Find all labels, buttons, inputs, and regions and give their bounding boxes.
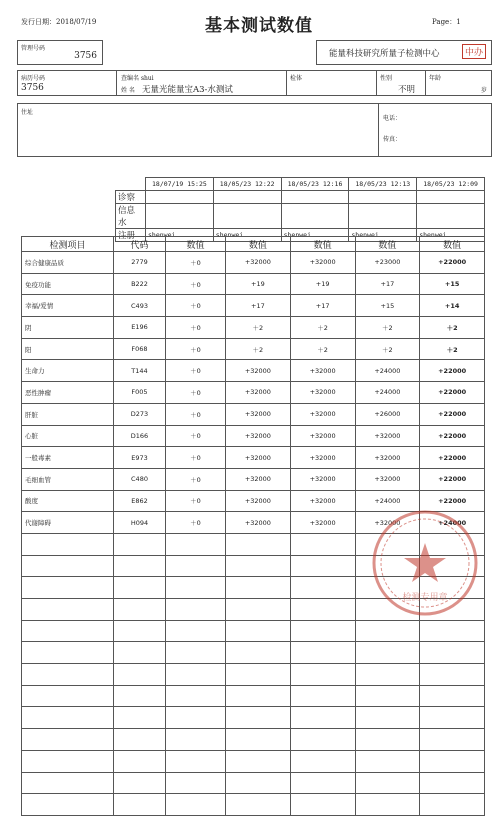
- patient-id-label: [121, 73, 154, 82]
- visit-timestamp: 18/05/23 12:13: [349, 178, 417, 191]
- header-value: 数值: [355, 237, 420, 252]
- visit-registrant: shenwei: [281, 229, 349, 242]
- empty-cell: [114, 620, 166, 642]
- test-item-name: 幸福/爱情: [22, 295, 114, 317]
- test-value: +24000: [420, 512, 485, 534]
- empty-cell: [166, 707, 226, 729]
- record-number-label: 病历号码: [21, 75, 46, 82]
- empty-cell: [226, 620, 291, 642]
- test-value: +22000: [420, 490, 485, 512]
- test-item-name: 一般毒素: [22, 447, 114, 469]
- empty-cell: [114, 599, 166, 621]
- age-unit: 岁: [480, 87, 487, 94]
- test-item-code: F005: [114, 382, 166, 404]
- record-number-value: 3756: [21, 83, 44, 93]
- test-item-code: H094: [114, 512, 166, 534]
- test-value: +32000: [290, 252, 355, 274]
- empty-cell: [114, 555, 166, 577]
- test-value: +24000: [355, 360, 420, 382]
- test-item-name: 阳: [22, 338, 114, 360]
- empty-row: [22, 794, 485, 816]
- institute-name: 能量科技研究所量子检测中心: [329, 49, 440, 59]
- test-value: +23000: [355, 252, 420, 274]
- empty-cell: [226, 729, 291, 751]
- empty-cell: [114, 794, 166, 816]
- empty-row: [22, 642, 485, 664]
- empty-cell: [114, 577, 166, 599]
- empty-cell: [290, 772, 355, 794]
- test-item-code: D166: [114, 425, 166, 447]
- test-value: ＋2: [226, 317, 291, 339]
- visit-history-table: [115, 177, 485, 242]
- visit-timestamp: 18/05/23 12:09: [417, 178, 485, 191]
- empty-cell: [420, 620, 485, 642]
- empty-cell: [420, 642, 485, 664]
- admin-number-value: 3756: [74, 51, 97, 61]
- test-value: +14: [420, 295, 485, 317]
- test-value: ＋2: [226, 338, 291, 360]
- patient-name-value: 无量光能量宝A3-水测试: [142, 85, 233, 95]
- fax-label: 传真：: [383, 136, 402, 143]
- official-seal: [370, 508, 480, 618]
- patient-id-prefix: 查编名: [121, 75, 140, 82]
- visit-timestamp-row: [116, 178, 485, 191]
- test-value: ＋0: [166, 468, 226, 490]
- test-value: +32000: [226, 403, 291, 425]
- empty-cell: [226, 794, 291, 816]
- header-code: 代码: [114, 237, 166, 252]
- visit-registrant: shenwei: [349, 229, 417, 242]
- test-value: +32000: [290, 512, 355, 534]
- phone-label: 电话：: [383, 115, 402, 122]
- page-title: 基本测试数值: [205, 16, 313, 36]
- institute-box: [316, 40, 492, 65]
- address-box: [17, 103, 492, 157]
- empty-cell: [114, 685, 166, 707]
- empty-cell: [420, 794, 485, 816]
- empty-cell: [114, 664, 166, 686]
- test-value: +32000: [226, 252, 291, 274]
- test-value: +24000: [355, 382, 420, 404]
- empty-cell: [22, 772, 114, 794]
- test-value: +22000: [420, 447, 485, 469]
- visit-registrant: shenwei: [146, 229, 214, 242]
- empty-cell: [114, 707, 166, 729]
- empty-cell: [420, 685, 485, 707]
- issue-date-label: 发行日期：: [21, 18, 56, 26]
- test-value: +19: [290, 273, 355, 295]
- test-value: +32000: [290, 447, 355, 469]
- sex-label: 性别: [380, 75, 393, 82]
- empty-cell: [226, 707, 291, 729]
- test-value: +22000: [420, 425, 485, 447]
- test-value: ＋0: [166, 252, 226, 274]
- test-item-code: C480: [114, 468, 166, 490]
- empty-cell: [22, 750, 114, 772]
- empty-cell: [355, 664, 420, 686]
- admin-number-box: [17, 40, 103, 65]
- test-value: +32000: [226, 468, 291, 490]
- test-value: +32000: [355, 512, 420, 534]
- empty-cell: [166, 533, 226, 555]
- empty-cell: [290, 729, 355, 751]
- test-item-code: C493: [114, 295, 166, 317]
- empty-cell: [226, 533, 291, 555]
- empty-cell: [355, 772, 420, 794]
- visit-timestamp: 18/07/19 15:25: [146, 178, 214, 191]
- empty-cell: [226, 577, 291, 599]
- test-item-code: D273: [114, 403, 166, 425]
- test-value: +22000: [420, 252, 485, 274]
- empty-cell: [166, 555, 226, 577]
- test-value: +17: [355, 273, 420, 295]
- empty-cell: [290, 577, 355, 599]
- test-item-name: 综合健康品质: [22, 252, 114, 274]
- table-row: [22, 468, 485, 490]
- empty-cell: [226, 555, 291, 577]
- empty-cell: [166, 685, 226, 707]
- test-item-name: 生命力: [22, 360, 114, 382]
- test-value: ＋0: [166, 512, 226, 534]
- empty-cell: [290, 707, 355, 729]
- visit-row-label: 信息水: [116, 204, 146, 229]
- test-value: +32000: [226, 490, 291, 512]
- test-value: +32000: [290, 403, 355, 425]
- header-value: 数值: [166, 237, 226, 252]
- empty-cell: [290, 533, 355, 555]
- test-value: ＋0: [166, 490, 226, 512]
- visit-timestamp: 18/05/23 12:22: [213, 178, 281, 191]
- empty-cell: [355, 685, 420, 707]
- empty-row: [22, 750, 485, 772]
- visit-registrant: shenwei: [213, 229, 281, 242]
- patient-info-box: [17, 70, 492, 96]
- visit-exam-row: [116, 191, 485, 204]
- empty-cell: [166, 794, 226, 816]
- visit-row-label: 诊察: [116, 191, 146, 204]
- issue-date: [21, 17, 96, 27]
- empty-row: [22, 707, 485, 729]
- test-item-code: B222: [114, 273, 166, 295]
- empty-cell: [22, 707, 114, 729]
- institute-stamp: 中办: [462, 44, 486, 59]
- empty-cell: [355, 620, 420, 642]
- empty-cell: [420, 772, 485, 794]
- test-value: +32000: [355, 468, 420, 490]
- issue-date-value: 2018/07/19: [56, 18, 97, 26]
- table-row: [22, 447, 485, 469]
- empty-cell: [22, 620, 114, 642]
- test-value: +17: [290, 295, 355, 317]
- table-row: [22, 252, 485, 274]
- age-label: 年龄: [429, 75, 442, 82]
- table-row: [22, 403, 485, 425]
- empty-cell: [114, 642, 166, 664]
- test-item-code: 2779: [114, 252, 166, 274]
- empty-cell: [166, 750, 226, 772]
- empty-cell: [22, 642, 114, 664]
- empty-cell: [22, 685, 114, 707]
- empty-cell: [290, 664, 355, 686]
- test-value: ＋0: [166, 317, 226, 339]
- table-row: [22, 317, 485, 339]
- test-item-code: E973: [114, 447, 166, 469]
- sample-label: 检体: [290, 75, 303, 82]
- test-value: +32000: [226, 425, 291, 447]
- empty-cell: [166, 599, 226, 621]
- empty-cell: [114, 750, 166, 772]
- test-value: +32000: [226, 512, 291, 534]
- table-row: [22, 295, 485, 317]
- test-value: +17: [226, 295, 291, 317]
- empty-row: [22, 772, 485, 794]
- empty-cell: [355, 750, 420, 772]
- test-value: +26000: [355, 403, 420, 425]
- test-value: ＋0: [166, 360, 226, 382]
- test-value: +32000: [290, 360, 355, 382]
- visit-row-label: 注册: [116, 229, 146, 242]
- test-value: +32000: [355, 447, 420, 469]
- test-value: +22000: [420, 360, 485, 382]
- empty-cell: [166, 620, 226, 642]
- page-label: Page：: [432, 18, 457, 26]
- patient-name-label: 姓 名: [121, 87, 135, 94]
- test-value: +32000: [226, 360, 291, 382]
- test-value: +19: [226, 273, 291, 295]
- test-value: ＋2: [420, 317, 485, 339]
- test-value: +22000: [420, 468, 485, 490]
- test-value: ＋2: [355, 338, 420, 360]
- test-value: +15: [420, 273, 485, 295]
- table-row: [22, 360, 485, 382]
- empty-cell: [420, 729, 485, 751]
- test-value: +32000: [290, 425, 355, 447]
- test-item-name: 心脏: [22, 425, 114, 447]
- test-value: ＋2: [290, 338, 355, 360]
- table-row: [22, 382, 485, 404]
- empty-cell: [22, 794, 114, 816]
- test-value: ＋0: [166, 425, 226, 447]
- table-row: [22, 425, 485, 447]
- empty-row: [22, 729, 485, 751]
- test-value: ＋0: [166, 338, 226, 360]
- empty-cell: [166, 772, 226, 794]
- empty-cell: [166, 664, 226, 686]
- admin-number-label: 管理号码: [21, 45, 46, 52]
- test-item-code: T144: [114, 360, 166, 382]
- table-row: [22, 338, 485, 360]
- empty-cell: [226, 750, 291, 772]
- empty-cell: [290, 750, 355, 772]
- empty-cell: [22, 555, 114, 577]
- header-value: 数值: [420, 237, 485, 252]
- table-row: [22, 273, 485, 295]
- empty-cell: [226, 772, 291, 794]
- seal-star-icon: [404, 543, 446, 582]
- test-item-name: 代谢障碍: [22, 512, 114, 534]
- empty-cell: [114, 729, 166, 751]
- test-value: ＋0: [166, 403, 226, 425]
- empty-cell: [166, 642, 226, 664]
- empty-cell: [290, 794, 355, 816]
- test-value: ＋0: [166, 273, 226, 295]
- empty-cell: [166, 729, 226, 751]
- test-value: +32000: [290, 490, 355, 512]
- test-value: ＋2: [355, 317, 420, 339]
- empty-cell: [226, 599, 291, 621]
- empty-cell: [226, 664, 291, 686]
- empty-cell: [355, 707, 420, 729]
- test-item-name: 免疫功能: [22, 273, 114, 295]
- empty-cell: [355, 642, 420, 664]
- seal-bottom-text: 检测专用章: [402, 593, 448, 603]
- test-value: ＋0: [166, 295, 226, 317]
- empty-cell: [355, 729, 420, 751]
- header-value: 数值: [226, 237, 291, 252]
- test-value: +22000: [420, 403, 485, 425]
- sex-value: 不明: [398, 85, 416, 95]
- test-item-name: 恶性肿瘤: [22, 382, 114, 404]
- test-item-name: 阴: [22, 317, 114, 339]
- page-number: [432, 17, 461, 27]
- empty-row: [22, 685, 485, 707]
- visit-info-water-row: [116, 204, 485, 229]
- test-value: +15: [355, 295, 420, 317]
- test-value: +32000: [290, 382, 355, 404]
- test-value: +32000: [290, 468, 355, 490]
- test-item-code: E196: [114, 317, 166, 339]
- empty-cell: [166, 577, 226, 599]
- visit-registrant: shenwei: [417, 229, 485, 242]
- test-value: +24000: [355, 490, 420, 512]
- results-header-row: [22, 237, 485, 252]
- empty-cell: [420, 664, 485, 686]
- test-value: ＋0: [166, 382, 226, 404]
- test-value: +32000: [355, 425, 420, 447]
- address-label: 住址: [21, 109, 34, 116]
- empty-cell: [226, 642, 291, 664]
- test-value: ＋2: [420, 338, 485, 360]
- empty-cell: [290, 620, 355, 642]
- test-value: +22000: [420, 382, 485, 404]
- visit-timestamp: 18/05/23 12:16: [281, 178, 349, 191]
- patient-id-value: shui: [140, 75, 154, 82]
- test-item-name: 酸度: [22, 490, 114, 512]
- empty-cell: [22, 729, 114, 751]
- empty-cell: [114, 533, 166, 555]
- empty-row: [22, 664, 485, 686]
- test-value: +32000: [226, 382, 291, 404]
- page-value: 1: [456, 18, 461, 26]
- empty-cell: [22, 664, 114, 686]
- test-item-name: 肝脏: [22, 403, 114, 425]
- empty-cell: [420, 707, 485, 729]
- test-item-code: E862: [114, 490, 166, 512]
- empty-cell: [290, 685, 355, 707]
- test-value: ＋0: [166, 447, 226, 469]
- empty-cell: [290, 555, 355, 577]
- empty-cell: [420, 750, 485, 772]
- empty-cell: [355, 794, 420, 816]
- header-value: 数值: [290, 237, 355, 252]
- header-item: 检测项目: [22, 237, 114, 252]
- empty-cell: [290, 642, 355, 664]
- empty-row: [22, 620, 485, 642]
- empty-cell: [114, 772, 166, 794]
- empty-cell: [290, 599, 355, 621]
- empty-cell: [22, 533, 114, 555]
- empty-cell: [22, 577, 114, 599]
- test-value: ＋2: [290, 317, 355, 339]
- empty-cell: [226, 685, 291, 707]
- empty-cell: [22, 599, 114, 621]
- test-item-code: F068: [114, 338, 166, 360]
- test-value: +32000: [226, 447, 291, 469]
- test-item-name: 毛细血管: [22, 468, 114, 490]
